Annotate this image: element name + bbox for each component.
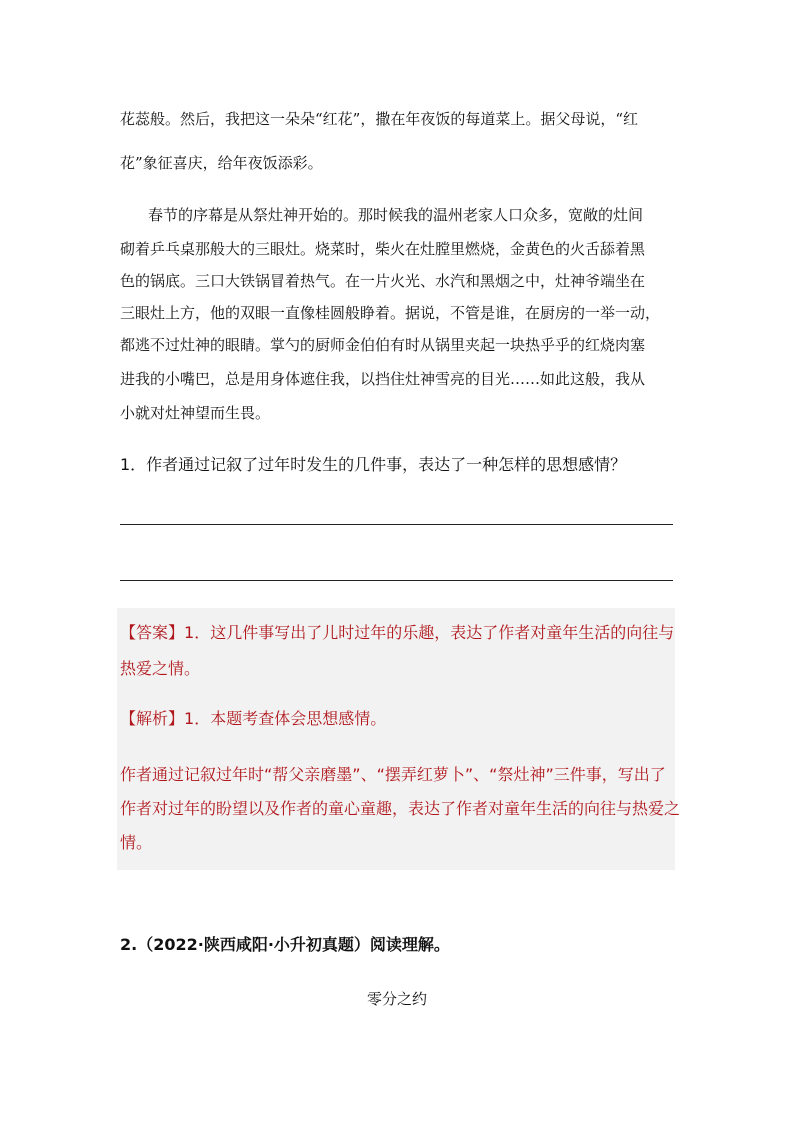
answer-blank-line[interactable] [120,524,673,525]
answer-tag: 【答案】 [120,623,185,642]
answer-blank-line[interactable] [120,580,673,581]
passage-line: 春节的序幕是从祭灶神开始的。那时候我的温州老家人口众多，宽敞的灶间 [148,206,644,224]
analysis-line-1 [120,706,680,729]
answer-text: 1．这几件事写出了儿时过年的乐趣，表达了作者对童年生活的向往与 [184,623,675,642]
passage-line: 色的锅底。三口大铁锅冒着热气。在一片火光、水汽和黑烟之中，灶神爷端坐在 [120,272,646,290]
analysis-body-line: 作者通过记叙过年时“帮父亲磨墨”、“摆弄红萝卜”、“祭灶神”三件事，写出了 [120,765,666,784]
passage-line: 花蕊般。然后，我把这一朵朵“红花”，撒在年夜饭的每道菜上。据父母说，“红 [120,110,639,128]
answer-line-1 [120,620,680,643]
passage-line: 砌着乒乓桌那般大的三眼灶。烧菜时，柴火在灶膛里燃烧，金黄色的火舌舔着黑 [120,240,646,258]
passage-line: 进我的小嘴巴，总是用身体遮住我，以挡住灶神雪亮的目光……如此这般，我从 [120,370,646,388]
passage-line: 三眼灶上方，他的双眼一直像桂圆般睁着。据说，不管是谁，在厨房的一举一动， [120,304,661,322]
passage-title: 零分之约 [366,990,427,1008]
analysis-body-line: 作者对过年的盼望以及作者的童心童趣，表达了作者对童年生活的向往与热爱之 [120,799,681,818]
passage-line: 都逃不过灶神的眼睛。掌勺的厨师金伯伯有时从锅里夹起一块热乎乎的红烧肉塞 [120,336,646,354]
passage-line: 小就对灶神望而生畏。 [120,404,271,422]
analysis-text: 1．本题考查体会思想感情。 [184,709,387,728]
analysis-tag: 【解析】 [120,709,185,728]
passage-line: 花”象征喜庆，给年夜饭添彩。 [120,154,323,172]
answer-line-2: 热爱之情。 [120,659,201,678]
analysis-body-line: 情。 [120,833,153,852]
question-1: 1．作者通过记叙了过年时发生的几件事，表达了一种怎样的思想感情？ [120,455,627,474]
question-2-heading: 2.（2022·陕西咸阳·小升初真题）阅读理解。 [120,935,450,954]
